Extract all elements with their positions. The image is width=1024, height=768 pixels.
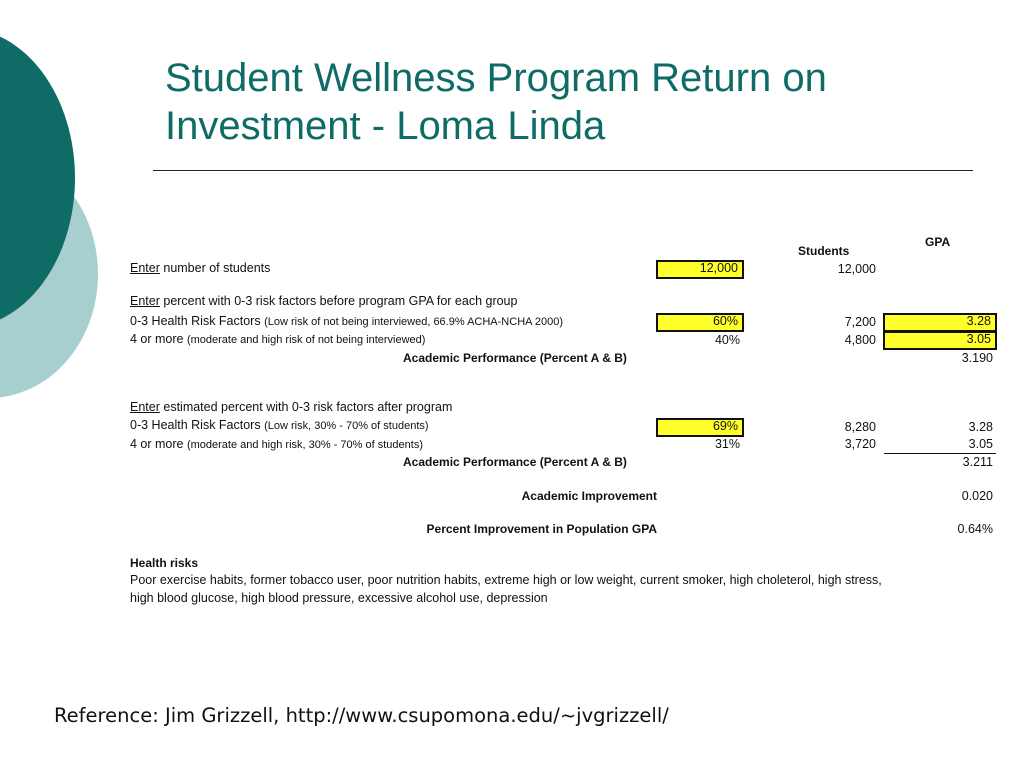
before-row2-title: 4 or more bbox=[130, 332, 187, 346]
after-row1-students: 8,280 bbox=[844, 420, 876, 434]
after-row1-note: (Low risk, 30% - 70% of students) bbox=[264, 420, 429, 432]
health-risks-heading: Health risks bbox=[130, 556, 199, 570]
before-row2-students: 4,800 bbox=[844, 333, 876, 347]
after-row2-label bbox=[130, 437, 423, 453]
after-heading bbox=[130, 400, 452, 415]
after-row2-students: 3,720 bbox=[844, 437, 876, 451]
before-row2-gpa-input[interactable]: 3.05 bbox=[883, 331, 997, 350]
enter-label: Enter bbox=[130, 294, 160, 308]
before-row1-label bbox=[130, 314, 563, 330]
before-row2-note: (moderate and high risk of not being interviewed) bbox=[186, 334, 426, 346]
title-divider bbox=[153, 170, 973, 171]
after-row2-percent: 31% bbox=[714, 437, 740, 451]
before-row1-note: (Low risk of not being interviewed, 66.9% ACHA-NCHA 2000) bbox=[264, 316, 564, 328]
students-input[interactable]: 12,000 bbox=[656, 260, 744, 279]
academic-improvement-value: 0.020 bbox=[961, 489, 993, 503]
sum-underline bbox=[884, 453, 996, 454]
before-performance-value: 3.190 bbox=[961, 351, 993, 365]
before-row1-gpa-input[interactable]: 3.28 bbox=[883, 313, 997, 332]
health-risks-line-1: Poor exercise habits, former tobacco user, poor nutrition habits, extreme high or low weight, current smoker, high choleterol, high stress, bbox=[130, 573, 882, 587]
enter-label: Enter bbox=[130, 400, 160, 414]
slide-title: Student Wellness Program Return on Investment - Loma Linda bbox=[165, 56, 827, 148]
health-risks-line-2: high blood glucose, high blood pressure, excessive alcohol use, depression bbox=[130, 591, 548, 605]
percent-improvement-value: 0.64% bbox=[957, 522, 993, 536]
students-total: 12,000 bbox=[837, 262, 876, 276]
students-column-header: Students bbox=[798, 244, 850, 258]
after-heading-text: estimated percent with 0-3 risk factors after program bbox=[159, 400, 453, 414]
students-row-text: number of students bbox=[159, 261, 271, 275]
before-row2-label bbox=[130, 332, 425, 348]
before-heading-text: percent with 0-3 risk factors before program GPA for each group bbox=[159, 294, 518, 308]
enter-label: Enter bbox=[130, 261, 160, 275]
after-row2-gpa: 3.05 bbox=[968, 437, 993, 451]
after-row1-title: 0-3 Health Risk Factors bbox=[130, 418, 265, 432]
students-row-label bbox=[130, 261, 270, 276]
after-row1-gpa: 3.28 bbox=[968, 420, 993, 434]
before-heading bbox=[130, 294, 517, 309]
before-row1-students: 7,200 bbox=[844, 315, 876, 329]
percent-improvement-label: Percent Improvement in Population GPA bbox=[426, 522, 657, 536]
before-row1-percent-input[interactable]: 60% bbox=[656, 313, 744, 332]
reference-text: Reference: Jim Grizzell, http://www.csupomona.edu/~jvgrizzell/ bbox=[54, 704, 669, 727]
gpa-column-header: GPA bbox=[925, 235, 951, 249]
before-row2-percent: 40% bbox=[714, 333, 740, 347]
after-row2-note: (moderate and high risk, 30% - 70% of students) bbox=[186, 439, 423, 451]
after-row1-label bbox=[130, 418, 429, 434]
before-row1-title: 0-3 Health Risk Factors bbox=[130, 314, 265, 328]
after-performance-label: Academic Performance (Percent A & B) bbox=[403, 455, 627, 469]
after-row1-percent-input[interactable]: 69% bbox=[656, 418, 744, 437]
academic-improvement-label: Academic Improvement bbox=[521, 489, 657, 503]
before-performance-label: Academic Performance (Percent A & B) bbox=[403, 351, 627, 365]
after-performance-value: 3.211 bbox=[962, 455, 993, 469]
after-row2-title: 4 or more bbox=[130, 437, 187, 451]
